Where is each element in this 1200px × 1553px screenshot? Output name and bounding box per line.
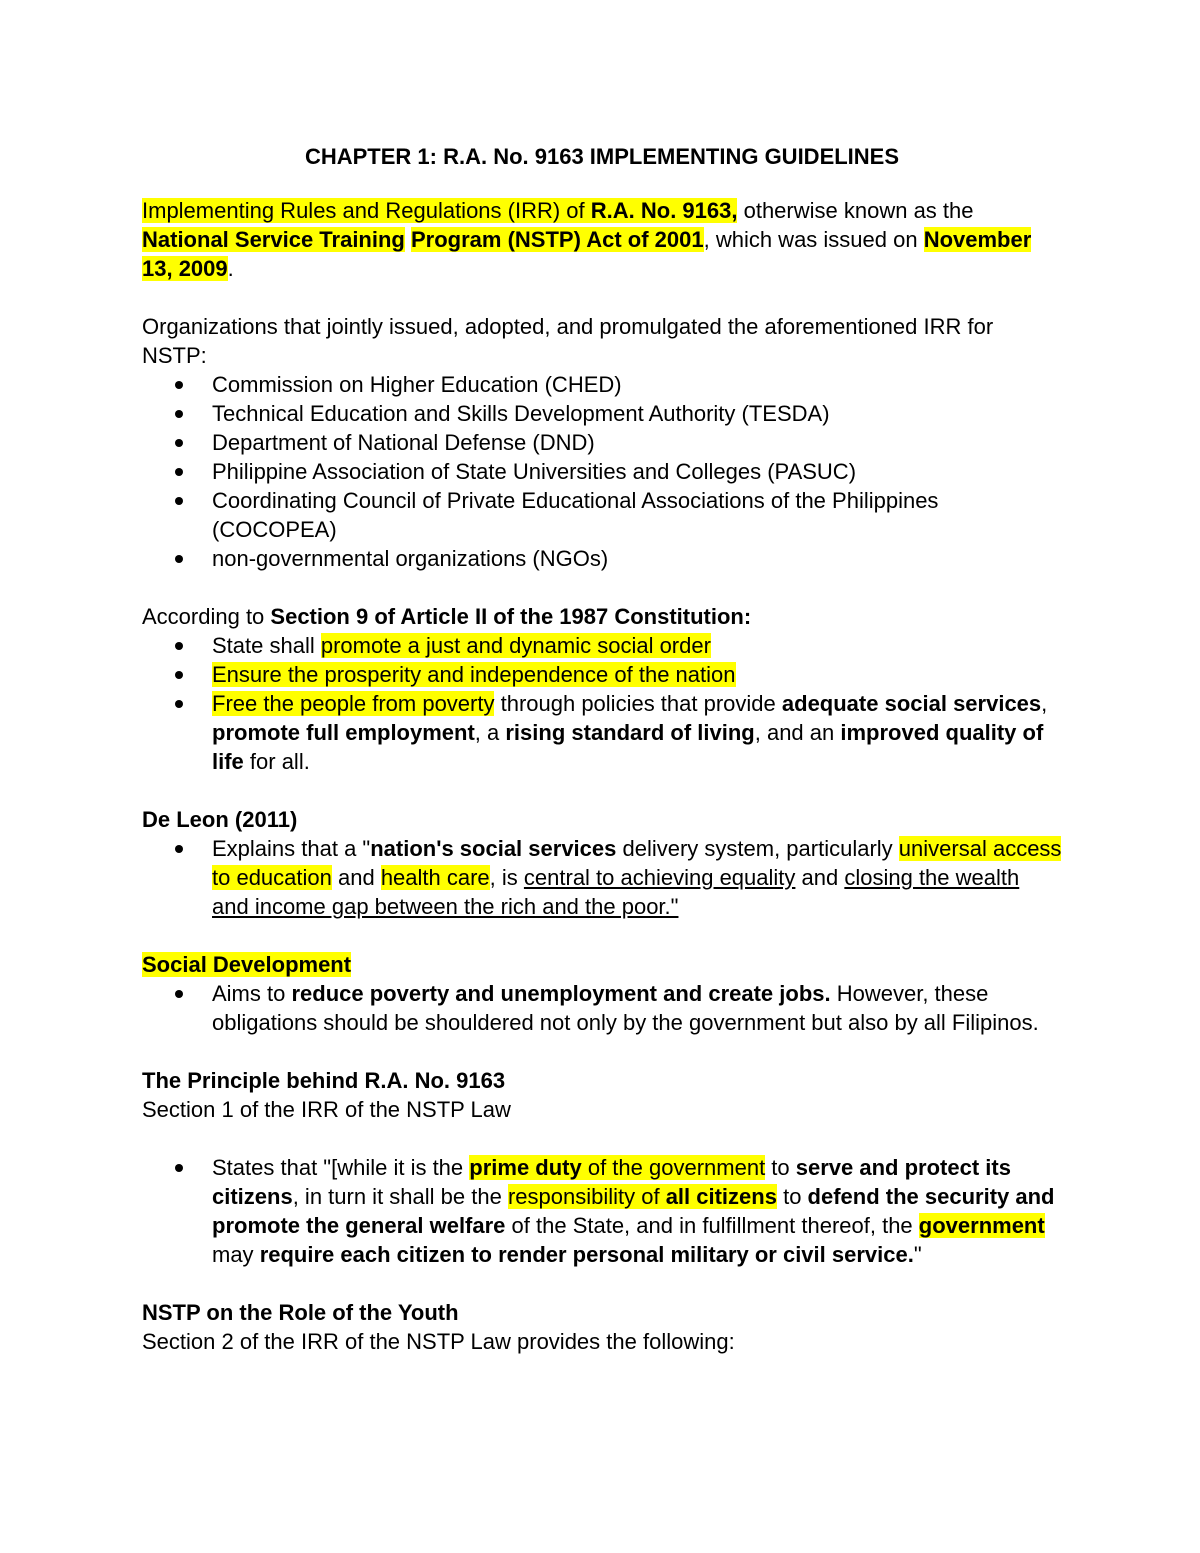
item-text: , <box>1041 691 1048 716</box>
intro-text: otherwise known as the <box>737 198 974 223</box>
list-item: Technical Education and Skills Development Authority (TESDA) <box>142 399 1062 428</box>
item-text: and <box>331 865 381 890</box>
item-highlight: responsibility of <box>507 1184 666 1209</box>
list-item: Coordinating Council of Private Educational Associations of the Philippines (COCOPEA) <box>142 486 1062 544</box>
youth-subheading: Section 2 of the IRR of the NSTP Law provides the following: <box>142 1329 735 1354</box>
intro-date: November 13, 2009 <box>142 227 1032 281</box>
item-bold: adequate social services <box>781 691 1042 716</box>
list-item <box>142 660 1062 689</box>
item-text: and <box>795 865 845 890</box>
intro-nstp-name: National Service Training <box>142 227 405 252</box>
item-highlight: Ensure the prosperity and independence of the nation <box>212 662 736 687</box>
item-underline: closing the wealth and income gap between the rich and the poor." <box>212 865 1020 919</box>
spacer <box>142 1124 1062 1153</box>
list-item: Department of National Defense (DND) <box>142 428 1062 457</box>
item-underline: central to achieving equality <box>523 865 796 890</box>
item-text: through policies that provide <box>494 691 782 716</box>
intro-text: . <box>227 256 234 281</box>
item-text: , in turn it shall be the <box>292 1184 508 1209</box>
deleon-section <box>142 805 1062 921</box>
constitution-list <box>142 631 1062 776</box>
item-bold: rising standard of living <box>505 720 755 745</box>
item-text: to <box>776 1184 808 1209</box>
social-development-list <box>142 979 1062 1037</box>
item-text: Explains that a " <box>212 836 371 861</box>
item-text: However, these obligations should be shouldered not only by the government but also by all Filipinos. <box>212 981 1039 1035</box>
item-text: , is <box>489 865 524 890</box>
section-heading <box>142 1066 1062 1095</box>
item-bold: nation's social services <box>370 836 617 861</box>
item-highlight: health care <box>380 865 490 890</box>
list-item: Commission on Higher Education (CHED) <box>142 370 1062 399</box>
principle-section <box>142 1066 1062 1269</box>
social-development-heading: Social Development <box>142 952 352 977</box>
intro-paragraph <box>142 196 1062 283</box>
principle-heading: The Principle behind R.A. No. 9163 <box>142 1068 506 1093</box>
section-heading <box>142 950 1062 979</box>
item-text: , a <box>474 720 506 745</box>
item-bold: serve and protect its citizens <box>212 1155 1011 1209</box>
deleon-heading: De Leon (2011) <box>142 807 298 832</box>
item-text: " <box>913 1242 922 1267</box>
list-item: Philippine Association of State Universities and Colleges (PASUC) <box>142 457 1062 486</box>
constitution-section <box>142 602 1062 776</box>
document-body <box>142 142 1062 1356</box>
item-highlight: of the government <box>581 1155 766 1180</box>
intro-ra-number: R.A. No. 9163, <box>590 198 738 223</box>
item-highlight: universal access to education <box>212 836 1062 890</box>
item-bold: require each citizen to render personal military or civil service. <box>259 1242 914 1267</box>
social-development-section <box>142 950 1062 1037</box>
item-text: States that "[while it is the <box>212 1155 470 1180</box>
constitution-lead <box>142 602 1062 631</box>
item-text: State shall <box>212 633 321 658</box>
principle-subheading: Section 1 of the IRR of the NSTP Law <box>142 1097 511 1122</box>
list-item <box>142 834 1062 921</box>
item-highlight: promote a just and dynamic social order <box>320 633 711 658</box>
item-text: Aims to <box>212 981 292 1006</box>
list-item <box>142 631 1062 660</box>
item-highlight: Free the people from poverty <box>212 691 495 716</box>
youth-heading: NSTP on the Role of the Youth <box>142 1300 459 1325</box>
item-text: delivery system, particularly <box>616 836 899 861</box>
intro-nstp-act: Program (NSTP) Act of 2001 <box>411 227 704 252</box>
page-title: CHAPTER 1: R.A. No. 9163 IMPLEMENTING GUIDELINES <box>304 144 900 169</box>
item-text: to <box>765 1155 796 1180</box>
item-text: for all. <box>243 749 310 774</box>
section-heading <box>142 805 1062 834</box>
list-item <box>142 689 1062 776</box>
organizations-section <box>142 312 1062 573</box>
deleon-list <box>142 834 1062 921</box>
list-item: non-governmental organizations (NGOs) <box>142 544 1062 573</box>
item-bold: promote full employment <box>212 720 475 745</box>
item-text: , and an <box>754 720 841 745</box>
item-bold: reduce poverty and unemployment and create jobs. <box>291 981 831 1006</box>
item-text: may <box>212 1242 260 1267</box>
intro-text: Implementing Rules and Regulations (IRR) of <box>142 198 591 223</box>
item-highlight-bold: prime duty <box>469 1155 582 1180</box>
lead-text: According to <box>142 604 271 629</box>
item-bold: improved quality of life <box>212 720 1044 774</box>
organizations-list <box>142 370 1062 573</box>
list-item <box>142 1153 1062 1269</box>
item-bold: defend the security and promote the general welfare <box>212 1184 1055 1238</box>
list-item <box>142 979 1062 1037</box>
item-highlight-bold: government <box>918 1213 1045 1238</box>
lead-bold-text: Section 9 of Article II of the 1987 Constitution: <box>270 604 752 629</box>
principle-list <box>142 1153 1062 1269</box>
section-heading <box>142 1298 1062 1327</box>
organizations-lead: Organizations that jointly issued, adopted, and promulgated the aforementioned IRR for NSTP: <box>142 314 994 368</box>
item-text: of the State, and in fulfillment thereof, the <box>505 1213 919 1238</box>
youth-section <box>142 1298 1062 1356</box>
item-highlight-bold: all citizens <box>665 1184 777 1209</box>
intro-text: , which was issued on <box>703 227 924 252</box>
